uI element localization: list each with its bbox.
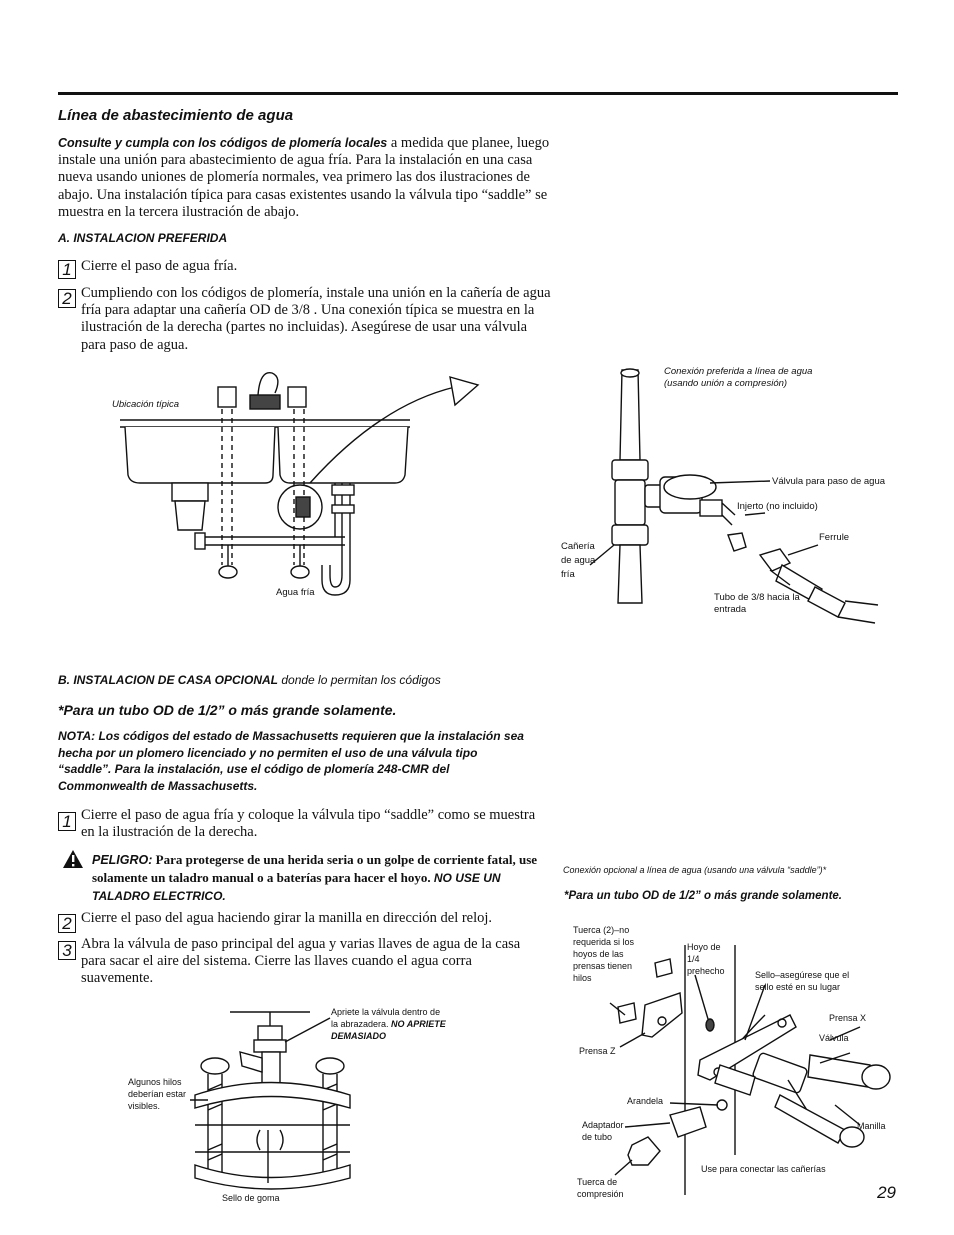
intro-rest: a medida que planee, luego instale una unión para abastecimiento de agua fría. Para la instalación en una casa nueva usando uniones de plomería normales, vea primero las dos ilustraciones de abajo. Una instalación típica para casas existentes usando la válvula tipo “saddle” se muestra en la tercera ilustración de abajo. [58, 135, 550, 220]
valve-label: Válvula para paso de agua [772, 476, 886, 487]
washer-label: Arandela [627, 1096, 664, 1106]
tighten-text: Apriete la válvula dentro de la abrazadera. [331, 1007, 441, 1029]
intro-bold: Consulte y cumpla con los códigos de plomería locales [58, 136, 388, 150]
figure-caption: Conexión preferida a línea de agua (usando unión a compresión) [664, 366, 813, 389]
part-a-heading: A. INSTALACION PREFERIDA [58, 231, 228, 245]
compression-nut-label: Tuerca de compresión [577, 1177, 624, 1199]
intro-paragraph [58, 135, 558, 221]
connect-pipes-label: Use para conectar las cañerías [701, 1164, 826, 1174]
step-text: Cierre el paso de agua fría. [81, 258, 238, 274]
massachusetts-note [58, 728, 528, 794]
top-rule [58, 92, 898, 95]
part-b-subheading: *Para un tubo OD de 1/2” o más grande solamente. [58, 702, 397, 718]
warning-triangle-icon [62, 849, 84, 869]
seal-label: Sello de goma [222, 1193, 280, 1203]
seal2-label: Sello–asegúrese que el sello esté en su lugar [755, 970, 850, 992]
step-number-box: 3 [58, 941, 76, 960]
note-text: Los códigos del estado de Massachusetts requieren que la instalación sea hecha por un plomero licenciado y no permiten el uso de una válvula tipo “saddle”. Para la instalación, use el código de plomería 248-CMR del Commonwealth de Massachusetts. [58, 729, 524, 793]
cold-water-label: Agua fría [276, 587, 315, 598]
figure2-caption: Conexión opcional a línea de agua (usando una válvula “saddle”)* [563, 865, 827, 875]
danger-caps: NO USE UN TALADRO ELECTRICO. [92, 871, 501, 903]
adapter-label: Adaptador de tubo [582, 1120, 624, 1142]
page-number: 29 [877, 1183, 896, 1202]
step-number-box: 2 [58, 289, 76, 308]
tighten-warning: NO APRIETE DEMASIADO [331, 1019, 446, 1041]
tighten-label [331, 1006, 449, 1042]
handle-label: Manilla [857, 1121, 886, 1131]
clamp-z-label: Prensa Z [579, 1046, 616, 1056]
step-number-box: 1 [58, 812, 76, 831]
nuts-label: Tuerca (2)–no requerida si los hoyos de las prensas tienen hilos [573, 925, 635, 983]
hole-label: Hoyo de 1/4 prehecho [687, 942, 725, 976]
part-b-heading-note: donde lo permitan los códigos [278, 673, 441, 687]
threads-label: Algunos hilos deberían estar visibles. [128, 1077, 187, 1111]
ferrule-label: Ferrule [819, 532, 850, 543]
valve2-label: Válvula [819, 1033, 849, 1043]
compression-union-illustration [560, 365, 900, 625]
note-label: NOTA: [58, 729, 96, 743]
section-title: Línea de abastecimiento de agua [58, 107, 294, 124]
step-text: Cierre el paso de agua fría y coloque la válvula tipo “saddle” como se muestra en la ilustración de la derecha. [81, 807, 536, 841]
danger-text: Para protegerse de una herida seria o un golpe de corriente fatal, use solamente un taladro manual o a baterías para hacer el hoyo. [92, 852, 538, 885]
sink-location-label: Ubicación típica [112, 399, 180, 410]
step-number-box: 1 [58, 260, 76, 279]
pipe-label: Cañería de agua fría [561, 541, 596, 580]
step-number-box: 2 [58, 914, 76, 933]
step-text: Abra la válvula de paso principal del agua y varias llaves de agua de la casa para sacar el aire del sistema. Cierre las llaves cuando el agua corra suavemente. [81, 936, 521, 987]
step-text: Cierre el paso del agua haciendo girar la manilla en dirección del reloj. [81, 910, 493, 926]
clamp-x-label: Prensa X [829, 1013, 867, 1023]
tube-label: Tubo de 3/8 hacia la entrada [714, 592, 800, 615]
part-b-heading-line [58, 673, 441, 687]
danger-warning [92, 851, 552, 905]
part-b-heading: B. INSTALACION DE CASA OPCIONAL [58, 673, 279, 687]
step-text: Cumpliendo con los códigos de plomería, instale una unión en la cañería de agua fría para adaptar una cañería OD de 3/8 . Una conexión típica se muestra en la ilustración de la derecha (partes no incluidas). Asegúrese de usar una válvula para paso de agua. [81, 285, 551, 353]
figure2-subcaption: *Para un tubo OD de 1/2” o más grande solamente. [564, 890, 842, 902]
danger-label: PELIGRO: [92, 853, 153, 867]
insert-label: Injerto (no incluido) [737, 501, 818, 512]
